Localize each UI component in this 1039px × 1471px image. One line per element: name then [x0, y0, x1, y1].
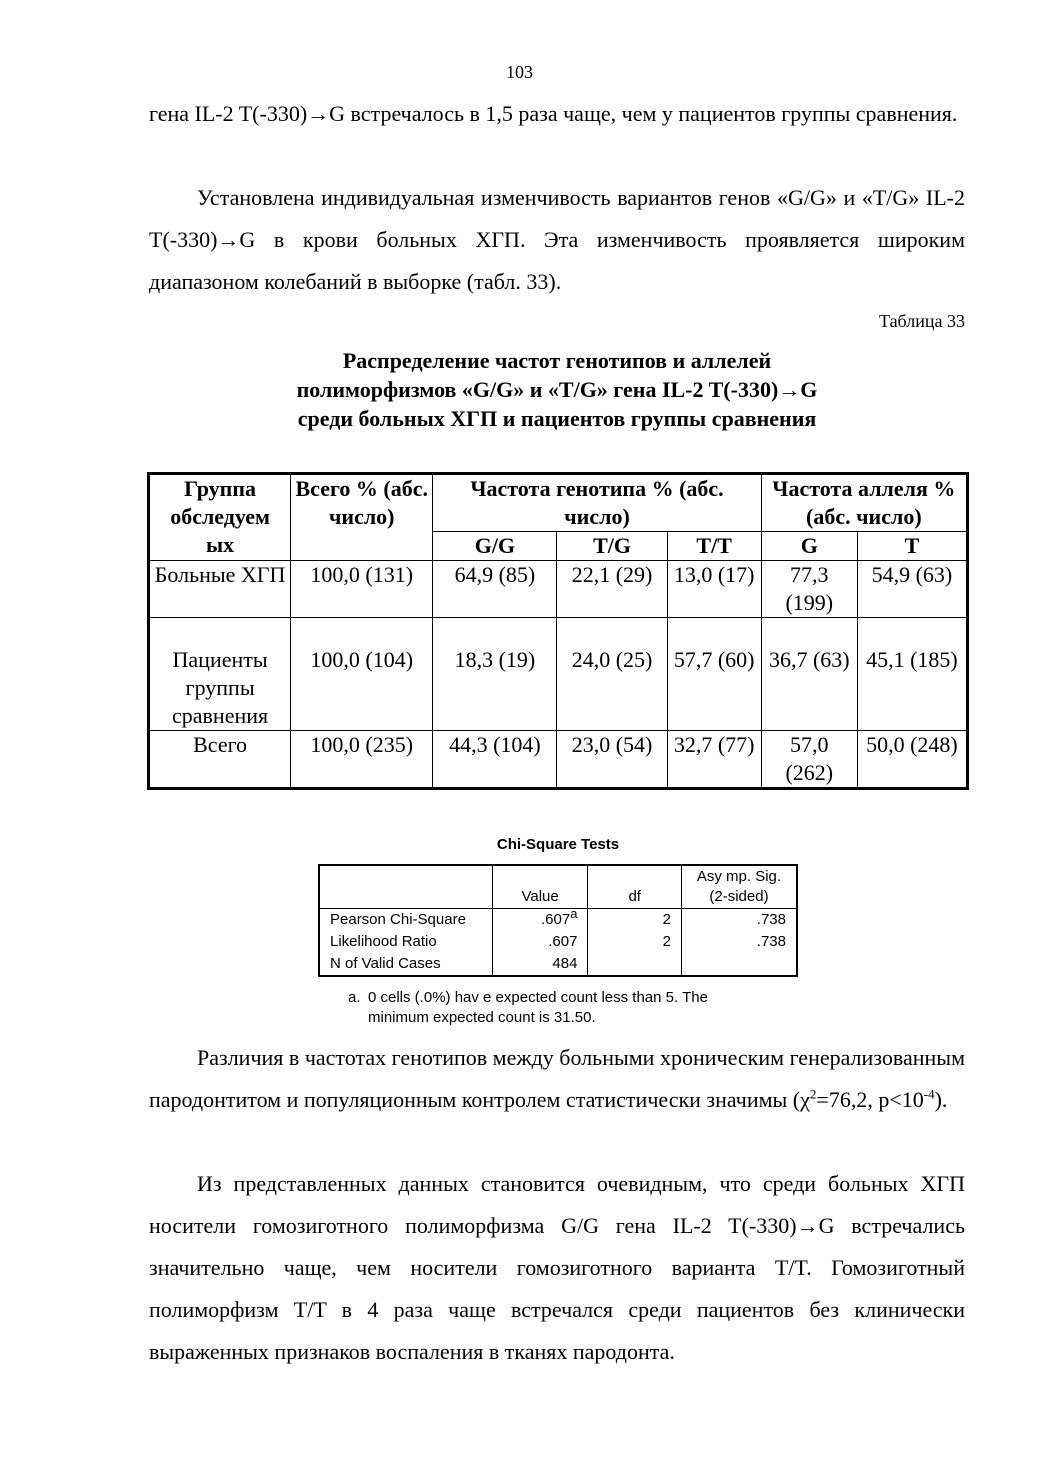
- table-caption: Таблица 33: [879, 311, 965, 331]
- chi-row-value: 484: [552, 955, 578, 972]
- footnote-mark: a.: [348, 989, 361, 1006]
- paragraph-4: Из представленных данных становится очевидным, что среди больных ХГП носители гомозиготного полиморфизма G/G гена IL-2 T(-330)→G встречались значительно чаще, чем носители гомозиготного варианта T/T. Гомозиготный полиморфизм T/T в 4 раза чаще встречался среди пациентов без клинически выраженных признаков воспаления в тканях пародонта.: [149, 1171, 965, 1364]
- cell-g: 77,3 (199): [761, 561, 857, 618]
- cell-gg: 18,3 (19): [433, 618, 557, 731]
- table-row: [319, 953, 797, 976]
- cell-t: 45,1 (185): [857, 618, 967, 731]
- chi-row-label: Pearson Chi-Square: [319, 909, 492, 932]
- chi-header-row: [319, 865, 797, 909]
- cell-total: 100,0 (235): [291, 731, 433, 789]
- table-title: [124, 346, 990, 433]
- chi-value-footnote-mark: a: [570, 906, 578, 921]
- footnote-text: 0 cells (.0%) hav e expected count less than 5. The minimum expected count is 31.50.: [368, 989, 708, 1026]
- table-header-row: [149, 474, 968, 532]
- chi-square-footnote: [348, 988, 768, 1028]
- chi-square-table: [318, 864, 798, 977]
- chi-row-sig: .738: [681, 931, 797, 953]
- cell-group: Больные ХГП: [149, 561, 291, 618]
- table-row: [319, 909, 797, 932]
- header-tt: T/T: [667, 532, 761, 561]
- chi-row-df: 2: [588, 931, 681, 953]
- cell-tt: 32,7 (77): [667, 731, 761, 789]
- paragraph-3: [149, 1037, 965, 1121]
- cell-group: Всего: [149, 731, 291, 789]
- chi-header-sig-line-2: (2-sided): [709, 888, 769, 905]
- genotype-frequency-table: [147, 472, 969, 790]
- chi-header-df: df: [588, 865, 681, 909]
- paragraph-2: Установлена индивидуальная изменчивость вариантов генов «G/G» и «T/G» IL-2 T(-330)→G в крови больных ХГП. Эта изменчивость проявляется широким диапазоном колебаний в выборке (табл. 33).: [149, 185, 965, 294]
- header-t: T: [857, 532, 967, 561]
- chi-row-df: [588, 953, 681, 976]
- cell-tg: 23,0 (54): [557, 731, 667, 789]
- table-row: [319, 931, 797, 953]
- header-gg: G/G: [433, 532, 557, 561]
- table-title-line-1: Распределение частот генотипов и аллелей: [342, 348, 772, 373]
- table-row: [149, 618, 968, 731]
- p-value-exponent: -4: [923, 1086, 935, 1102]
- paragraph-3-text-start: Различия в частотах генотипов между больными хроническим генерализованным пародонтитом и популяционным контролем статистически значимы (χ: [149, 1045, 965, 1112]
- chi-header-sig: [681, 865, 797, 909]
- chi-row-value: .607: [548, 933, 578, 950]
- chi-square-exponent: 2: [809, 1086, 817, 1102]
- chi-value-number: .607: [541, 911, 571, 928]
- table-title-line-3: среди больных ХГП и пациентов группы сравнения: [297, 406, 817, 431]
- header-tg: T/G: [557, 532, 667, 561]
- header-group: Группа обследуем ых: [149, 474, 291, 561]
- chi-row-sig: [681, 953, 797, 976]
- header-genotype: Частота генотипа % (абс. число): [433, 474, 761, 532]
- paragraph-1: гена IL-2 T(-330)→G встречалось в 1,5 раза чаще, чем у пациентов группы сравнения.: [149, 101, 958, 126]
- cell-gg: 44,3 (104): [433, 731, 557, 789]
- table-row: [149, 731, 968, 789]
- chi-row-sig: .738: [681, 909, 797, 932]
- chi-row-value: [492, 906, 588, 932]
- cell-tg: 24,0 (25): [557, 618, 667, 731]
- page-number: 103: [506, 62, 533, 82]
- paragraph-3-text-mid: =76,2, p<10: [816, 1087, 924, 1112]
- cell-group: Пациенты группы сравнения: [149, 618, 291, 731]
- chi-row-label: Likelihood Ratio: [319, 931, 492, 953]
- cell-t: 54,9 (63): [857, 561, 967, 618]
- cell-tt: 57,7 (60): [667, 618, 761, 731]
- table-row: [149, 561, 968, 618]
- header-total: Всего % (абс. число): [291, 474, 433, 561]
- chi-square-title: Chi-Square Tests: [496, 836, 620, 853]
- paragraph-3-text-end: ).: [934, 1087, 948, 1112]
- chi-header-sig-line-1: Asy mp. Sig.: [696, 868, 782, 885]
- cell-g: 36,7 (63): [761, 618, 857, 731]
- cell-gg: 64,9 (85): [433, 561, 557, 618]
- cell-t: 50,0 (248): [857, 731, 967, 789]
- header-g: G: [761, 532, 857, 561]
- cell-tt: 13,0 (17): [667, 561, 761, 618]
- table-title-line-2: полиморфизмов «G/G» и «T/G» гена IL-2 T(-330)→G: [296, 377, 818, 402]
- chi-row-label: N of Valid Cases: [319, 953, 492, 976]
- chi-header-value: Value: [492, 865, 588, 909]
- header-allele: Частота аллеля % (абс. число): [761, 474, 967, 532]
- cell-total: 100,0 (104): [291, 618, 433, 731]
- chi-row-df: 2: [588, 909, 681, 932]
- cell-total: 100,0 (131): [291, 561, 433, 618]
- cell-g: 57,0 (262): [761, 731, 857, 789]
- cell-tg: 22,1 (29): [557, 561, 667, 618]
